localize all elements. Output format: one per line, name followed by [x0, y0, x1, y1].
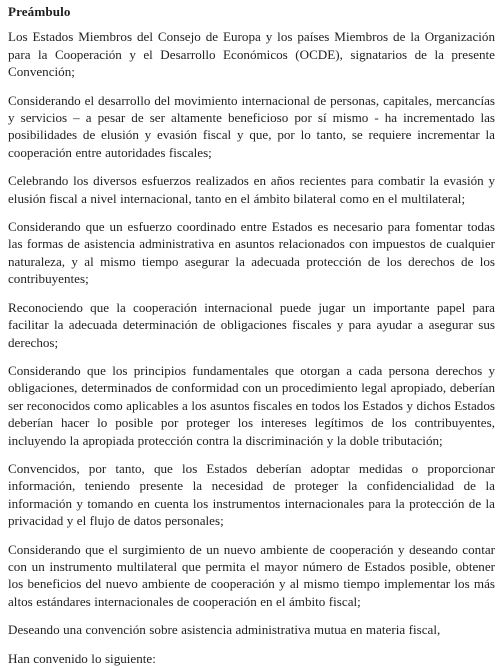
preamble-paragraph-5: Reconociendo que la cooperación internacional puede jugar un importante papel para facilitar la adecuada determinación de obligaciones fiscales y para ayudar a asegurar sus derechos; — [8, 299, 495, 350]
preamble-paragraph-2: Considerando el desarrollo del movimiento internacional de personas, capitales, mercancías y servicios – a pesar de ser altamente beneficioso por sí mismo - ha incrementado las posibilidades de elusión y evasión fiscal y que, por lo tanto, se requiere incrementar la cooperación entre autoridades fiscales; — [8, 92, 495, 160]
preamble-paragraph-4: Considerando que un esfuerzo coordinado entre Estados es necesario para fomentar todas las formas de asistencia administrativa en asuntos relacionados con impuestos de cualquier naturaleza, y al mismo tiempo asegurar la adecuada protección de los derechos de los contribuyentes; — [8, 219, 495, 287]
preamble-paragraph-8: Considerando que el surgimiento de un nuevo ambiente de cooperación y deseando contar con un instrumento multilateral que permita el mayor número de Estados posible, obtener los beneficios del nuevo ambiente de cooperación y al mismo tiempo implementar los más altos estándares internacionales de cooperación en el ámbito fiscal; — [8, 541, 495, 609]
preamble-paragraph-9: Deseando una convención sobre asistencia administrativa mutua en materia fiscal, — [8, 622, 441, 638]
preamble-paragraph-7: Convencidos, por tanto, que los Estados deberían adoptar medidas o proporcionar información, teniendo presente la necesidad de proteger la confidencialidad de la información y tomando en cuenta los instrumentos internacionales para la protección de la privacidad y el flujo de datos personales; — [8, 460, 495, 529]
document-title: Preámbulo — [8, 4, 71, 19]
preamble-paragraph-6: Considerando que los principios fundamentales que otorgan a cada persona derechos y obligaciones, determinados de conformidad con un procedimiento legal apropiado, deberían ser reconocidos como aplicables a los asuntos fiscales en todos los Estados y dichos Estados deberían hacer lo posible por proteger los intereses legítimos de los contribuyentes, incluyendo la apropiada protección contra la discriminación y la doble tributación; — [8, 362, 495, 448]
preamble-paragraph-3: Celebrando los diversos esfuerzos realizados en años recientes para combatir la evasión y elusión fiscal a nivel internacional, tanto en el ámbito bilateral como en el multilateral; — [8, 173, 495, 206]
preamble-paragraph-10: Han convenido lo siguiente: — [8, 650, 156, 666]
preamble-paragraph-1: Los Estados Miembros del Consejo de Europa y los países Miembros de la Organización para la Cooperación y el Desarrollo Económicos (OCDE), signatarios de la presente Convención; — [8, 29, 495, 80]
